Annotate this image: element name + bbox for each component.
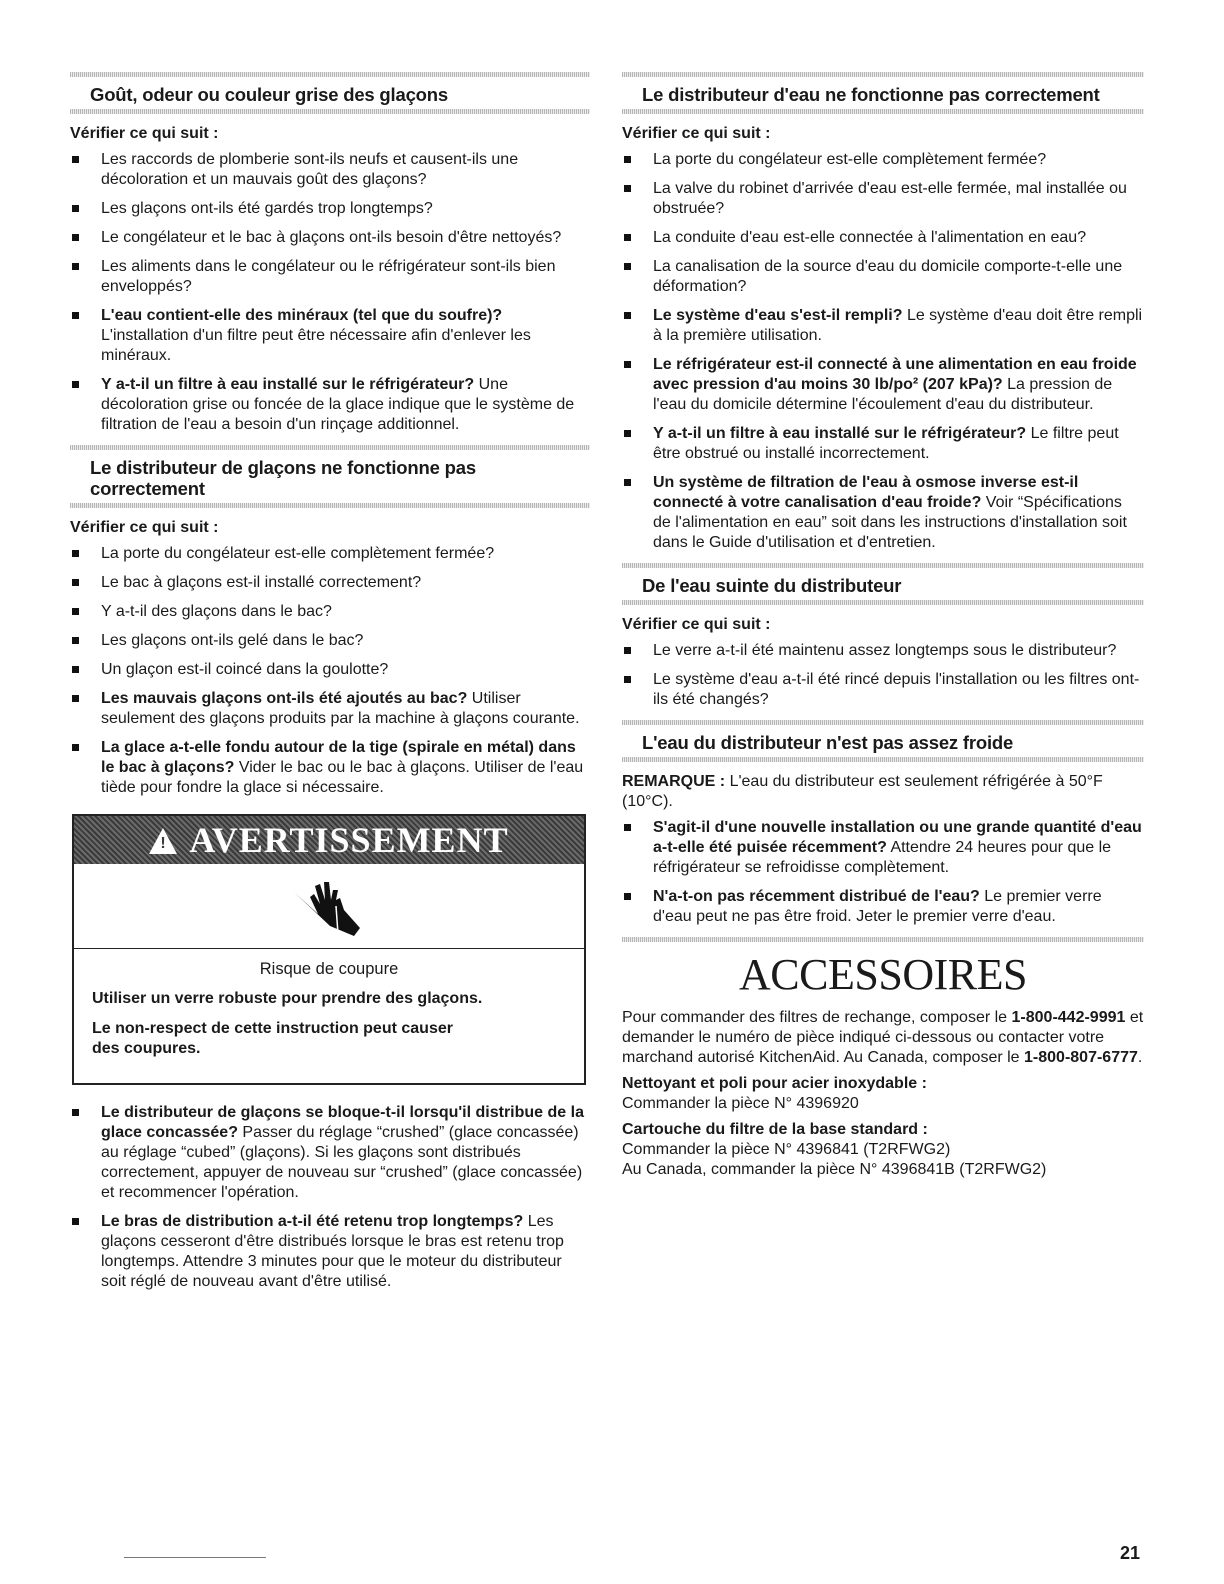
warning-risk: Risque de coupure: [259, 960, 399, 978]
bullet-square-icon: [624, 676, 631, 683]
section-title: Le distributeur d'eau ne fonctionne pas correctement: [642, 84, 1100, 105]
section-title: Le distributeur de glaçons ne fonctionne pas correctement: [90, 457, 476, 499]
checklist-water-cold: [622, 818, 1144, 927]
bullet-square-icon: [624, 647, 631, 654]
accessory-part-cleaner: Commander la pièce N° 4396920: [622, 1095, 859, 1112]
bullet-square-icon: [72, 608, 79, 615]
bullet-square-icon: [624, 312, 631, 319]
bullet-square-icon: [624, 263, 631, 270]
accessory-heading-cleaner: Nettoyant et poli pour acier inoxydable :: [622, 1075, 927, 1092]
warning-pictogram: [74, 864, 584, 949]
bullet-square-icon: [624, 185, 631, 192]
list-item: Le congélateur et le bac à glaçons ont-ils besoin d'être nettoyés?: [70, 228, 590, 248]
verify-label: Vérifier ce qui suit :: [70, 519, 219, 536]
checklist-ice-dispenser-cont: [70, 1103, 590, 1292]
list-item: Les raccords de plomberie sont-ils neufs et causent-ils une décoloration et un mauvais goût des glaçons?: [70, 150, 590, 190]
list-item: Un glaçon est-il coincé dans la goulotte?: [70, 660, 590, 680]
list-item: Y a-t-il des glaçons dans le bac?: [70, 602, 590, 622]
bullet-square-icon: [72, 234, 79, 241]
bullet-square-icon: [624, 430, 631, 437]
bullet-square-icon: [624, 479, 631, 486]
bullet-square-icon: [72, 156, 79, 163]
bullet-square-icon: [72, 637, 79, 644]
warning-banner-text: AVERTISSEMENT: [189, 820, 509, 860]
warning-consequence: Le non-respect de cette instruction peut causer des coupures.: [92, 1020, 453, 1057]
list-item: Le système d'eau a-t-il été rincé depuis l'installation ou les filtres ont-ils été changés?: [622, 670, 1144, 710]
list-item: Le bac à glaçons est-il installé correctement?: [70, 573, 590, 593]
list-item: L'eau contient-elle des minéraux (tel que du soufre)? L'installation d'un filtre peut être nécessaire afin d'enlever les minéraux.: [70, 306, 590, 366]
list-item: N'a-t-on pas récemment distribué de l'eau? Le premier verre d'eau peut ne pas être froid. Jeter le premier verre d'eau.: [622, 887, 1144, 927]
remark-note: REMARQUE : L'eau du distributeur est seulement réfrigérée à 50°F (10°C).: [622, 773, 1103, 810]
checklist-ice-taste: [70, 150, 590, 435]
list-item: Y a-t-il un filtre à eau installé sur le réfrigérateur? Une décoloration grise ou foncée de la glace indique que le système de filtration de l'eau a besoin d'un rinçage additionnel.: [70, 375, 590, 435]
section-header-ice-taste: [70, 72, 590, 114]
bullet-square-icon: [72, 312, 79, 319]
bullet-square-icon: [72, 1218, 79, 1225]
list-item: Les glaçons ont-ils gelé dans le bac?: [70, 631, 590, 651]
bullet-square-icon: [72, 579, 79, 586]
cut-hand-icon: [284, 870, 374, 942]
verify-label: Vérifier ce qui suit :: [70, 125, 219, 142]
bullet-square-icon: [624, 156, 631, 163]
bullet-square-icon: [72, 263, 79, 270]
verify-label: Vérifier ce qui suit :: [622, 616, 771, 633]
list-item: S'agit-il d'une nouvelle installation ou une grande quantité d'eau a-t-elle été puisée récemment? Attendre 24 heures pour que le réfrigérateur se refroidisse complètement.: [622, 818, 1144, 878]
footer-rule: [124, 1557, 266, 1558]
warning-body: [74, 949, 584, 1083]
checklist-ice-dispenser: [70, 544, 590, 798]
header-rule-bottom: [622, 757, 1144, 762]
checklist-water-dispenser: [622, 150, 1144, 553]
header-rule-bottom: [70, 109, 590, 114]
bullet-square-icon: [72, 695, 79, 702]
list-item: Les aliments dans le congélateur ou le réfrigérateur sont-ils bien enveloppés?: [70, 257, 590, 297]
list-item: Les mauvais glaçons ont-ils été ajoutés au bac? Utiliser seulement des glaçons produits par la machine à glaçons courante.: [70, 689, 590, 729]
accessories-title: ACCESSOIRES: [739, 950, 1027, 999]
bullet-square-icon: [624, 893, 631, 900]
header-rule-bottom: [622, 109, 1144, 114]
verify-label: Vérifier ce qui suit :: [622, 125, 771, 142]
bullet-square-icon: [72, 666, 79, 673]
bullet-square-icon: [72, 550, 79, 557]
section-title: Goût, odeur ou couleur grise des glaçons: [90, 84, 448, 105]
list-item: La porte du congélateur est-elle complètement fermée?: [622, 150, 1144, 170]
list-item: La glace a-t-elle fondu autour de la tige (spirale en métal) dans le bac à glaçons? Vider le bac ou le bac à glaçons. Utiliser de l'eau tiède pour fondre la glace si nécessaire.: [70, 738, 590, 798]
warning-triangle-icon: [149, 828, 177, 854]
list-item: Un système de filtration de l'eau à osmose inverse est-il connecté à votre canalisation d'eau froide? Voir “Spécifications de l'alimentation en eau” soit dans les instructions d'installation soit dans le Guide d'utilisation et d'entretien.: [622, 473, 1144, 553]
accessories-rule: [622, 937, 1144, 942]
section-header-water-dispenser: [622, 72, 1144, 114]
list-item: Le distributeur de glaçons se bloque-t-il lorsqu'il distribue de la glace concassée? Passer du réglage “crushed” (glace concassée) au réglage “cubed” (glaçons). Si les glaçons sont distribués correctement, appuyer de nouveau sur “crushed” (glace concassée) et recommencer l'opération.: [70, 1103, 590, 1203]
header-rule-bottom: [622, 600, 1144, 605]
header-rule-bottom: [70, 503, 590, 508]
section-header-water-cold: [622, 720, 1144, 762]
accessory-heading-filter: Cartouche du filtre de la base standard :: [622, 1121, 928, 1138]
section-title: L'eau du distributeur n'est pas assez froide: [642, 732, 1014, 753]
bullet-square-icon: [72, 1109, 79, 1116]
list-item: Le verre a-t-il été maintenu assez longtemps sous le distributeur?: [622, 641, 1144, 661]
bullet-square-icon: [624, 234, 631, 241]
bullet-square-icon: [72, 205, 79, 212]
list-item: Les glaçons ont-ils été gardés trop longtemps?: [70, 199, 590, 219]
left-column: [70, 72, 590, 1302]
list-item: La valve du robinet d'arrivée d'eau est-elle fermée, mal installée ou obstruée?: [622, 179, 1144, 219]
list-item: Le système d'eau s'est-il rempli? Le système d'eau doit être rempli à la première utilisation.: [622, 306, 1144, 346]
section-header-water-leak: [622, 563, 1144, 605]
list-item: La porte du congélateur est-elle complètement fermée?: [70, 544, 590, 564]
phone-canada: 1-800-807-6777: [1024, 1049, 1138, 1066]
warning-instruction: Utiliser un verre robuste pour prendre des glaçons.: [92, 990, 483, 1007]
list-item: Le réfrigérateur est-il connecté à une alimentation en eau froide avec pression d'au moins 30 lb/po² (207 kPa)? La pression de l'eau du domicile détermine l'écoulement d'eau du distributeur.: [622, 355, 1144, 415]
list-item: Le bras de distribution a-t-il été retenu trop longtemps? Les glaçons cesseront d'être distribués lorsque le bras est retenu trop longtemps. Attendre 3 minutes pour que le moteur du distributeur soit réglé de nouveau avant d'être utilisé.: [70, 1212, 590, 1292]
list-item: Y a-t-il un filtre à eau installé sur le réfrigérateur? Le filtre peut être obstrué ou installé incorrectement.: [622, 424, 1144, 464]
section-header-ice-dispenser: [70, 445, 590, 508]
list-item: La conduite d'eau est-elle connectée à l'alimentation en eau?: [622, 228, 1144, 248]
bullet-square-icon: [624, 361, 631, 368]
warning-box: [72, 814, 586, 1085]
list-item: La canalisation de la source d'eau du domicile comporte-t-elle une déformation?: [622, 257, 1144, 297]
bullet-square-icon: [624, 824, 631, 831]
phone-us: 1-800-442-9991: [1011, 1009, 1126, 1026]
section-title: De l'eau suinte du distributeur: [642, 575, 902, 596]
warning-banner: [74, 816, 584, 864]
accessories-intro: Pour commander des filtres de rechange, composer le 1-800-442-9991 et demander le numéro de pièce indiqué ci-dessous ou contacter votre marchand autorisé KitchenAid. Au Canada, composer le 1-800-807-6777.: [622, 1009, 1144, 1066]
right-column: [622, 72, 1144, 1180]
bullet-square-icon: [72, 381, 79, 388]
bullet-square-icon: [72, 744, 79, 751]
page-number: 21: [1120, 1543, 1141, 1563]
accessory-part-filter: Commander la pièce N° 4396841 (T2RFWG2) Au Canada, commander la pièce N° 4396841B (T2RFWG2): [622, 1141, 1047, 1178]
checklist-water-leak: [622, 641, 1144, 710]
